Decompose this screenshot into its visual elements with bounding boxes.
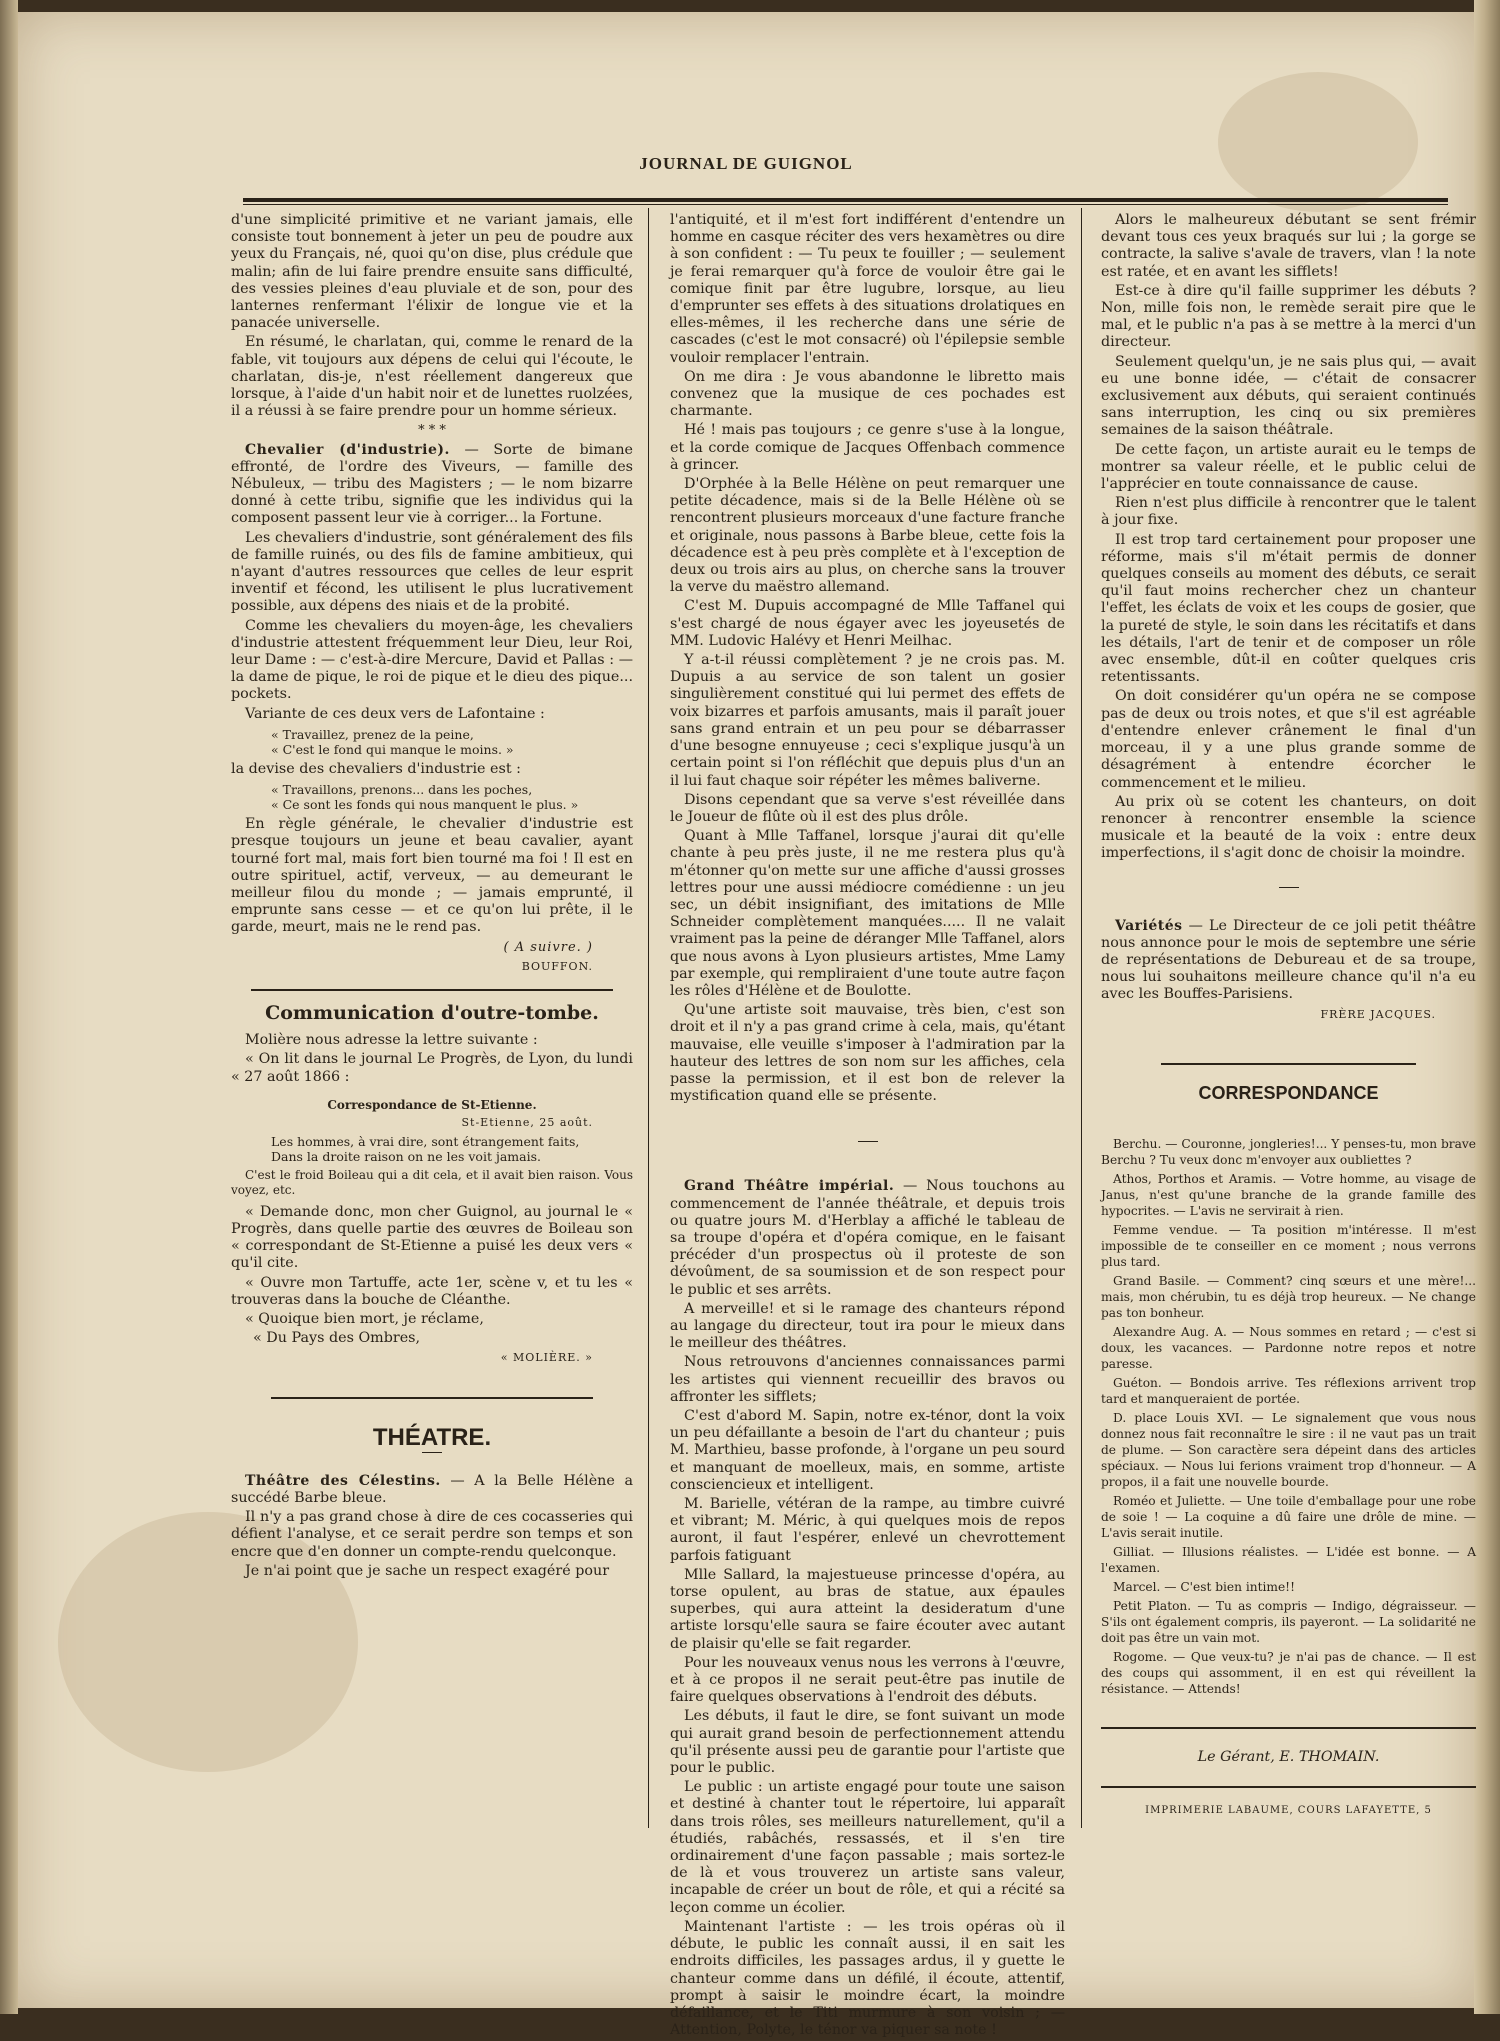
paragraph: Disons cependant que sa verve s'est réveillée dans le Joueur de flûte où il est des plus drôle. [670,791,1065,825]
paragraph: Il est trop tard certainement pour proposer une réforme, mais s'il m'était permis de donner quelques conseils au moment des débuts, ce serait qu'il faut moins rechercher chez un chanteur l'effet, les éclats de voix et les coups de gosier, que la pureté de style, le soin dans les récitatifs et dans les détails, l'art de tenir et de composer un rôle avec ensemble, dût-il en coûter quelques cris retentissants. [1101,531,1476,686]
column-1 [231,212,633,1582]
paragraph: En règle générale, le chevalier d'industrie est presque toujours un jeune et beau cavalier, ayant tourné fort mal, mais fort bien tourné ma foi ! Il est en outre spirituel, actif, verveux, — au demeurant le meilleur filou du monde ; — jamais emprunté, il emprunte sans cesse — et ce qu'on lui prête, il le garde, meurt, mais ne le rend pas. [231,816,633,936]
correspondance-item: Berchu. — Couronne, jongleries!... Y penses-tu, mon brave Berchu ? Tu veux donc m'envoyer aux oubliettes ? [1101,1136,1476,1167]
author-signature: « MOLIÈRE. » [500,1351,593,1365]
verse: Les hommes, à vrai dire, sont étrangement faits, Dans la droite raison on ne les voit jamais. [271,1133,580,1164]
correspondance-item: Femme vendue. — Ta position m'intéresse. Il m'est impossible de te conseiller en ce moment ; nous verrons plus tard. [1101,1222,1476,1269]
paper-stain [1218,72,1418,212]
header-rule [243,198,1448,202]
verse: « Travaillez, prenez de la peine, « C'est le fond qui manque le moins. » [271,726,514,757]
correspondance-item: D. place Louis XVI. — Le signalement que vous nous donnez nous fait reconnaître le sire : il ne vaut pas un trait de plume. — Son caractère sera dépeint dans des articles spéciaux. — Nous lui ferions vraiment trop d'honneur. — A propos, il a fait une nouvelle bourde. [1101,1410,1476,1489]
paragraph: Est-ce à dire qu'il faille supprimer les débuts ? Non, mille fois non, le remède serait pire que le mal, et le public n'a pas à se mettre à la merci d'un directeur. [1101,282,1476,351]
paragraph: Chevalier (d'industrie). — Sorte de bimane effronté, de l'ordre des Viveurs, — famille des Nébuleux, — tribu des Magisters ; — le nom bizarre donné à cette tribu, signifie que les individus qui la composent passent leur vie à corriger... la Fortune. [231,441,633,527]
paragraph: Comme les chevaliers du moyen-âge, les chevaliers d'industrie attestent fréquemment leur Dieu, leur Roi, leur Dame : — c'est-à-dire Mercure, David et Pallas : — la dame de pique, le roi de pique et le dieu des pique... pockets. [231,617,633,703]
paragraph: « Quoique bien mort, je réclame, [245,1310,484,1327]
author-signature: BOUFFON. [521,959,593,973]
paragraph: « Demande donc, mon cher Guignol, au journal le « Progrès, dans quelle partie des œuvres de Boileau son « correspondant de St-Etienne a puisé les deux vers « qu'il cite. [231,1203,633,1272]
paragraph: En résumé, le charlatan, qui, comme le renard de la fable, vit toujours aux dépens de celui qui l'écoute, le charlatan, dis-je, n'est réellement dangereux que lorsque, à l'aide d'un habit noir et de lunettes ruolzées, il a réussi à se faire prendre pour un homme sérieux. [231,334,633,420]
section-rule [251,989,613,991]
section-rule [1101,1727,1476,1729]
paragraph: Hé ! mais pas toujours ; ce genre s'use à la longue, et la corde comique de Jacques Offenbach commence à grincer. [670,422,1065,473]
paragraph: C'est le froid Boileau qui a dit cela, et il avait bien raison. Vous voyez, etc. [231,1167,633,1197]
section-rule [1101,1786,1476,1788]
correspondance-item: Rogome. — Que veux-tu? je n'ai pas de chance. — Il est des coups qui assomment, il en est qui réveillent la résistance. — Attends! [1101,1649,1476,1696]
paragraph: Il n'y a pas grand chose à dire de ces cocasseries qui défient l'analyse, et ce serait perdre son temps et son encre que d'en donner un compte-rendu quelconque. [231,1509,633,1560]
newspaper-page [18,12,1476,2039]
paragraph: « Ouvre mon Tartuffe, acte 1er, scène v, et tu les « trouveras dans la bouche de Cléanthe. [231,1274,633,1308]
paragraph: Y a-t-il réussi complètement ? je ne crois pas. M. Dupuis a au service de son talent un gosier singulièrement constitué qui lui permet des effets de voix bizarres et parfois amusants, mais il paraît jouer sans grand entrain et un peu pour se débarrasser d'une besogne ennuyeuse ; ceci s'explique jusqu'à un certain point si l'on réfléchit que depuis plus d'un an il lui faut chaque soir répéter les mêmes baliverne. [670,652,1065,789]
paragraph: d'une simplicité primitive et ne variant jamais, elle consiste tout bonnement à jeter un peu de poudre aux yeux du Français, né, quoi qu'on dise, plus crédule que malin; afin de lui faire prendre ensuite sans difficulté, des vessies pleines d'eau pluviale et de son, pour des lanternes renfermant l'élixir de longue vie et la panacée universelle. [231,212,633,332]
column-3 [1101,212,1476,1821]
page-binding-edge [0,0,18,2014]
paragraph: Les chevaliers d'industrie, sont généralement des fils de famille ruinés, ou des fils de famine ambitieux, qui n'ayant d'autres ressources que celles de leur esprit inventif et fécond, les utilisent le plus lucrativement possible, aux dépens des niais et de la probité. [231,529,633,615]
paragraph: Alors le malheureux débutant se sent frémir devant tous ces yeux braqués sur lui ; la gorge se contracte, la salive s'avale de travers, vlan ! la note est ratée, et en avant les sifflets! [1101,212,1476,280]
paragraph: Quant à Mlle Taffanel, lorsque j'aurai dit qu'elle chante à peu près juste, il ne me restera plus qu'à m'étonner qu'on mette sur une affiche d'aussi grosses lettres pour une aussi médiocre comédienne : un jeu sec, un débit insignifiant, des imitations de Mlle Schneider complètement manquées..... Il ne valait vraiment pas la peine de déranger Mlle Taffanel, alors que nous avons à Lyon plusieurs artistes, Mme Lamy par exemple, qui rempliraient d'une toute autre façon les rôles d'Hélène et de Boulotte. [670,828,1065,999]
paragraph: Les débuts, il faut le dire, se font suivant un mode qui aurait grand besoin de perfectionnement attendu qu'il présente aussi peu de garantie pour l'artiste que pour le public. [670,1708,1065,1777]
author-signature: FRÈRE JACQUES. [1320,1007,1436,1021]
column-divider [1081,208,1082,1828]
paragraph: Je n'ai point que je sache un respect exagéré pour [245,1562,610,1579]
column-2 [670,212,1065,2041]
paragraph: Pour les nouveaux venus nous les verrons à l'œuvre, et à ce propos il ne serait peut-être pas inutile de faire quelques observations à l'endroit des débuts. [670,1654,1065,1706]
correspondance-item: Petit Platon. — Tu as compris — Indigo, dégraisseur. — S'ils ont également compris, ils payeront. — La solidarité ne doit pas être un vain mot. [1101,1598,1476,1645]
paragraph: Au prix où se cotent les chanteurs, on doit renoncer à rencontrer ensemble la science musicale et la beauté de la voix : entre deux imperfections, il s'agit donc de choisir la moindre. [1101,793,1476,862]
correspondance-item: Gilliat. — Illusions réalistes. — L'idée est bonne. — A l'examen. [1101,1544,1476,1575]
paragraph: Nous retrouvons d'anciennes connaissances parmi les artistes qui viennent recueillir des bravos ou affronter les sifflets; [670,1354,1065,1405]
paragraph: Variante de ces deux vers de Lafontaine : [245,705,545,722]
paragraph: Le public : un artiste engagé pour toute une saison et destiné à chanter tout le répertoire, lui apparaît dans trois rôles, ses meilleurs naturellement, qu'il a étudiés, rabâchés, ressassés, et il s'en tire ordinairement d'une façon passable ; mais sortez-le de là et vous trouverez un artiste sans valeur, incapable de créer un bout de rôle, et qui a récité sa leçon comme un écolier. [670,1779,1065,1916]
paragraph: Molière nous adresse la lettre suivante : [245,1032,538,1049]
correspondance-item: Roméo et Juliette. — Une toile d'emballage pour une robe de soie ! — La coquine a dû faire une drôle de mine. — L'avis serait inutile. [1101,1493,1476,1540]
correspondance-item: Grand Basile. — Comment? cinq sœurs et une mère!... mais, mon chérubin, tu es déjà trop heureux. — Ne change pas ton bonheur. [1101,1273,1476,1320]
paragraph: On doit considérer qu'un opéra ne se compose pas de deux ou trois notes, et que s'il est agréable d'entendre enlever crânement le final d'un morceau, il y a une plus grande somme de désagrément à entendre écorcher le commencement et le milieu. [1101,688,1476,791]
correspondance-item: Marcel. — C'est bien intime!! [1113,1579,1295,1594]
paragraph: Grand Théâtre impérial. — Nous touchons au commencement de l'année théâtrale, et depuis trois ou quatre jours M. d'Herblay a affiché le tableau de sa troupe d'opéra et d'opéra comique, en le faisant précéder d'un prospectus où il proteste de son dévoûment, de sa soumission et de son respect pour le public et ses arrêts. [670,1178,1065,1298]
correspondance-item: Alexandre Aug. A. — Nous sommes en retard ; — c'est si doux, les vacances. — Pardonne notre repos et notre paresse. [1101,1324,1476,1371]
correspondance-list [1101,1136,1476,1697]
quote-date: St-Etienne, 25 août. [461,1115,593,1129]
paragraph: On me dira : Je vous abandonne le libretto mais convenez que la musique de ces pochades est charmante. [670,368,1065,420]
paragraph: « On lit dans le journal Le Progrès, de Lyon, du lundi « 27 août 1866 : [231,1051,633,1085]
printer-imprint: IMPRIMERIE LABAUME, COURS LAFAYETTE, 5 [1145,1805,1432,1817]
paragraph: C'est d'abord M. Sapin, notre ex-ténor, dont la voix un peu défaillante a besoin de l'art du chanteur ; puis M. Marthieu, basse profonde, à l'organe un peu sourd et manquant de moelleux, mais, en somme, artiste consciencieux et intelligent. [670,1408,1065,1493]
journal-title: JOURNAL DE GUIGNOL [639,154,853,173]
page-stack-edge [1474,0,1500,2014]
correspondance-item: Athos, Porthos et Aramis. — Votre homme, au visage de Janus, n'est qu'une branche de la grande famille des hypocrites. — L'avis ne servirait à rien. [1101,1171,1476,1218]
section-rule [1161,1063,1416,1065]
paragraph: De cette façon, un artiste aurait eu le temps de montrer sa valeur réelle, et le public celui de l'apprécier en toute connaissance de cause. [1101,441,1476,493]
to-be-continued: ( A suivre. ) [503,939,593,955]
paragraph: Mlle Sallard, la majestueuse princesse d'opéra, au torse opulent, au bras de statue, aux épaules superbes, qui aura atteint la desideratum d'une artiste lorsqu'elle saura se faire écouter avec autant de plaisir qu'elle se fait regarder. [670,1566,1065,1652]
paragraph: Maintenant l'artiste : — les trois opéras où il débute, le public les connaît aussi, il en sait les endroits difficiles, les passages ardus, il y guette le chanteur comme dans un défilé, il écoute, attentif, prompt à saisir le moindre écart, la moindre défaillance, et le Titi murmure à son voisin ; — Attention, Polyte, le ténor va piquer sa note ! [670,1918,1065,2039]
paragraph: Variétés — Le Directeur de ce joli petit théâtre nous annonce pour le mois de septembre une série de représentations de Debureau et de sa troupe, nous lui souhaitons meilleure chance qu'il n'a eu avec les Bouffes-Parisiens. [1101,917,1476,1003]
section-heading: Communication d'outre-tombe. [265,1001,599,1024]
short-rule [858,1141,878,1142]
paragraph: l'antiquité, et il m'est fort indifférent d'entendre un homme en casque réciter des vers hexamètres ou dire à son confident : — Tu peux te fouiller ; — seulement je ferai remarquer qu'à force de vouloir être gai le comique finit par être lugubre, lorsque, au lieu d'emprunter ses effets à des situations drolatiques en elles-mêmes, il les recherche dans une série de cascades (c'est le mot consacré) où l'épilepsie semble vouloir remplacer l'entrain. [670,212,1065,366]
paragraph: Théâtre des Célestins. — A la Belle Hélène a succédé Barbe bleue. [231,1472,633,1506]
gerant-line: Le Gérant, E. THOMAIN. [1197,1748,1380,1765]
paragraph: Seulement quelqu'un, je ne sais plus qui, — avait eu une bonne idée, — c'était de consacrer exclusivement aux débuts, qui seraient continués sans interruption, les cinq ou six premières semaines de la saison théâtrale. [1101,353,1476,439]
section-rule [271,1397,593,1399]
paragraph: M. Barielle, vétéran de la rampe, au timbre cuivré et vibrant; M. Méric, à qui quelques mois de repos auront, il faut l'espérer, enlevé un chevrottement parfois fatiguant [670,1496,1065,1564]
section-heading: THÉATRE. [372,1423,492,1451]
column-divider [648,208,649,1828]
paragraph: D'Orphée à la Belle Hélène on peut remarquer une petite décadence, mais si de la Belle Hélène où se rencontrent plusieurs morceaux d'une facture franche et originale, nous passons à Barbe bleue, cette fois la décadence est à peu près complète et à l'exception de deux ou trois airs au plus, on cherche sans la trouver la verve du maëstro allemand. [670,476,1065,596]
short-rule [1279,887,1299,888]
asterism: * * * [418,423,446,439]
verse: « Travaillons, prenons... dans les poches, « Ce sont les fonds qui nous manquent le plus. » [271,782,579,813]
paragraph: la devise des chevaliers d'industrie est : [231,760,521,777]
paragraph: « Du Pays des Ombres, [253,1330,421,1347]
header-rule-thin [243,204,1448,205]
short-rule [422,1452,442,1453]
correspondance-item: Guéton. — Bondois arrive. Tes réflexions arrivent trop tard et manqueraient de portée. [1101,1375,1476,1406]
correspondance-heading: CORRESPONDANCE [1198,1082,1379,1103]
paragraph: Qu'une artiste soit mauvaise, très bien, c'est son droit et il n'y a pas grand crime à cela, mais, qu'étant mauvaise, elle veuille s'imposer à l'admiration par la hauteur des lettres de son nom sur les affiches, cela passe la permission, et il est bon de relever la mystification quand elle se présente. [670,1002,1065,1105]
paragraph: Rien n'est plus difficile à rencontrer que le talent à jour fixe. [1101,495,1476,529]
section-title: Chevalier (d'industrie). [245,441,450,458]
paragraph: A merveille! et si le ramage des chanteurs répond au langage du directeur, tout ira pour le mieux dans le meilleur des théâtres. [670,1300,1065,1352]
quote-heading: Correspondance de St-Etienne. [327,1097,537,1112]
paragraph: C'est M. Dupuis accompagné de Mlle Taffanel qui s'est chargé de nous égayer avec les joyeusetés de MM. Ludovic Halévy et Henri Meilhac. [670,598,1065,649]
